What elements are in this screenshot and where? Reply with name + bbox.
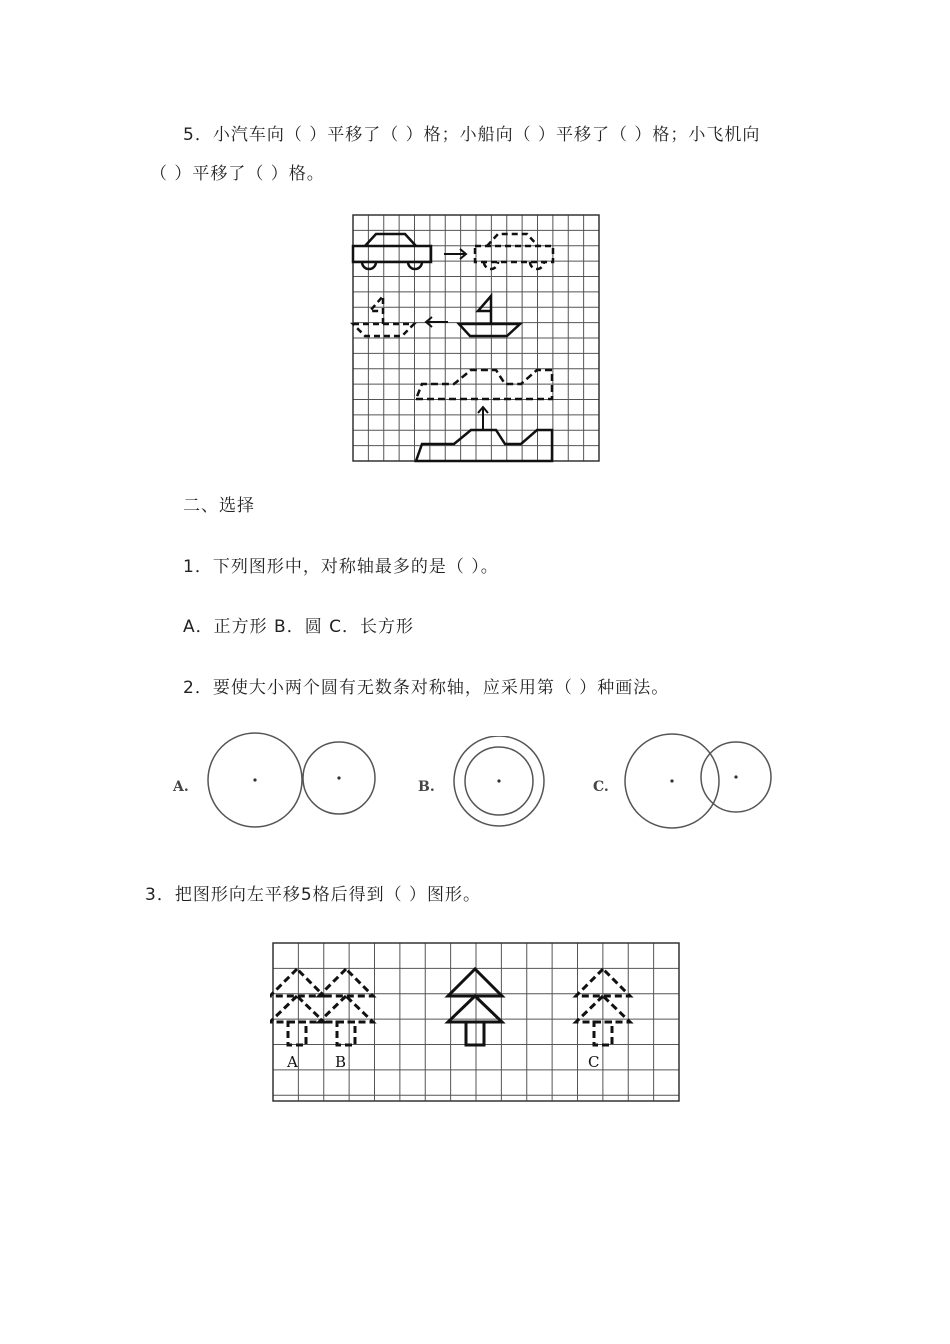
- s1-question: 1．下列图形中，对称轴最多的是（ ）。: [183, 557, 499, 577]
- q5-line1: 5．小汽车向（ ）平移了（ ）格；小船向（ ）平移了（ ）格；小飞机向: [183, 125, 761, 145]
- tree-dashed-b: [319, 969, 373, 1045]
- boat-solid: [459, 296, 520, 336]
- circle-option-b: [448, 736, 550, 830]
- tree-label-a: A: [287, 1053, 298, 1071]
- s3-question: 3．把图形向左平移5格后得到（ ）图形。: [145, 885, 482, 905]
- tree-solid: [448, 969, 502, 1045]
- arrow-left-icon: [426, 317, 448, 327]
- circle-option-c: [622, 732, 774, 832]
- circle-option-b-label: B.: [418, 779, 435, 795]
- tree-label-c: C: [588, 1053, 600, 1071]
- circle-option-c-label: C.: [593, 779, 609, 795]
- translation-grid-vehicles: [350, 212, 602, 464]
- q5-line2: （ ）平移了（ ）格。: [150, 164, 325, 184]
- s1-options: A．正方形 B．圆 C．长方形: [183, 617, 414, 637]
- circle-option-a-label: A.: [173, 779, 189, 795]
- car-solid: [353, 234, 431, 269]
- arrow-right-icon: [444, 249, 466, 259]
- tree-label-b: B: [335, 1053, 347, 1071]
- car-dashed: [475, 234, 553, 269]
- tree-dashed-a: [270, 969, 324, 1045]
- section-title: 二、选择: [183, 496, 255, 516]
- s2-question: 2．要使大小两个圆有无数条对称轴，应采用第（ ）种画法。: [183, 678, 670, 698]
- translation-grid-trees: [270, 940, 682, 1104]
- circle-option-a: [205, 732, 380, 832]
- arrow-up-icon: [478, 407, 488, 430]
